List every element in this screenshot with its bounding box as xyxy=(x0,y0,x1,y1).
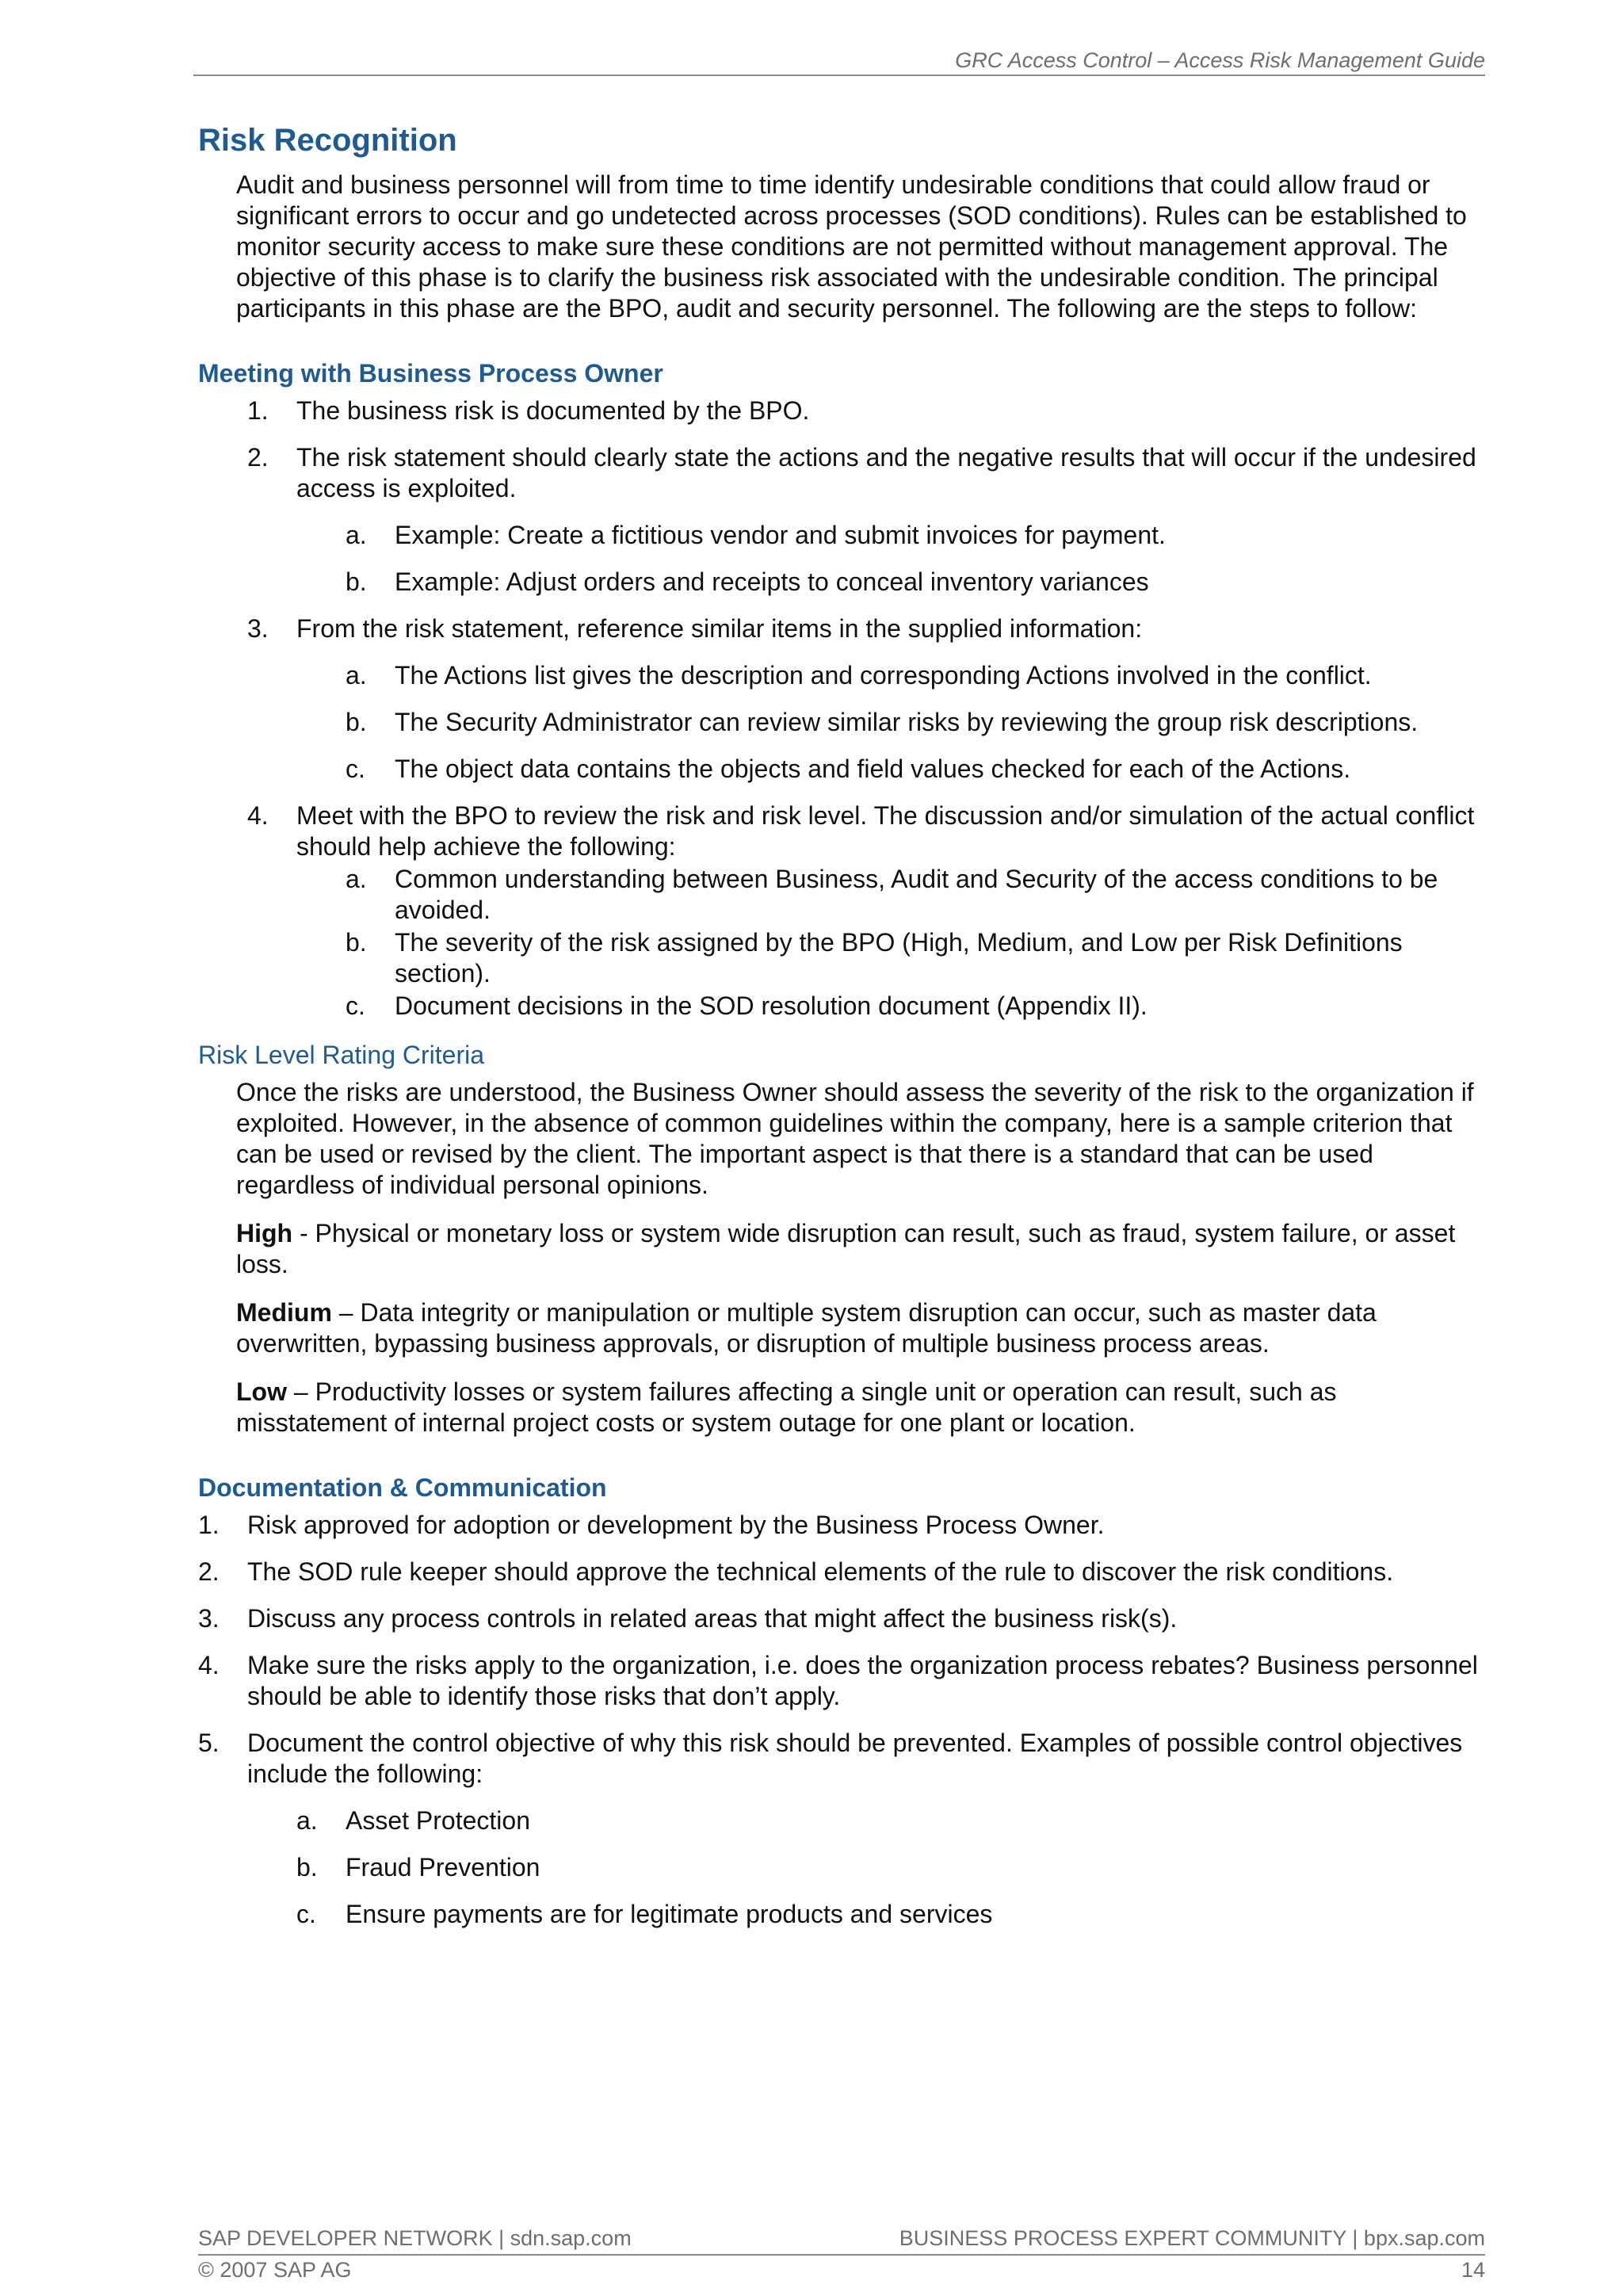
sub-list-item xyxy=(346,567,1490,598)
sub-list-item xyxy=(296,1899,1490,1930)
list-number: 4. xyxy=(198,1651,220,1679)
list-text: Example: Adjust orders and receipts to conceal inventory variances xyxy=(395,567,1149,596)
section-intro: Audit and business personnel will from time to time identify undesirable conditions that could allow fraud or significant errors to occur and go undetected across processes (SOD conditions). Rules can be established to monitor security access to make sure these conditions are not permitted without management approval. The objective of this phase is to clarify the business risk associated with the undesirable condition. The principal participants in this phase are the BPO, audit and security personnel. The following are the steps to follow: xyxy=(236,170,1467,323)
list-number: 1. xyxy=(247,396,269,425)
list-text: The object data contains the objects and field values checked for each of the Actions. xyxy=(395,755,1351,783)
list-number: 5. xyxy=(198,1729,220,1757)
sub-list-item xyxy=(346,991,1490,1022)
footer-left-text: SAP DEVELOPER NETWORK | sdn.sap.com xyxy=(198,2226,632,2250)
list-text: Make sure the risks apply to the organization, i.e. does the organization process rebates? Business personnel should be able to identify those risks that don’t apply. xyxy=(247,1651,1478,1710)
list-text: Example: Create a fictitious vendor and submit invoices for payment. xyxy=(395,521,1166,549)
rating-high-text: - Physical or monetary loss or system wide disruption can result, such as fraud, system failure, or asset loss. xyxy=(236,1219,1456,1278)
list-letter: b. xyxy=(346,928,367,957)
list-text: Asset Protection xyxy=(346,1806,530,1835)
list-letter: c. xyxy=(346,755,365,783)
list-item xyxy=(198,1650,1490,1712)
sub-list-item xyxy=(296,1852,1490,1883)
list-text: Meet with the BPO to review the risk and risk level. The discussion and/or simulation of the actual conflict should help achieve the following: xyxy=(296,801,1475,861)
list-text: The SOD rule keeper should approve the technical elements of the rule to discover the risk conditions. xyxy=(247,1557,1394,1586)
list-item xyxy=(247,395,1490,426)
list-number: 2. xyxy=(247,443,269,472)
section-title: Risk Recognition xyxy=(198,123,457,158)
sub-list-item xyxy=(296,1805,1490,1836)
spacer xyxy=(198,342,1490,356)
sub-list-item xyxy=(346,660,1490,691)
list-letter: b. xyxy=(346,708,367,736)
list-letter: b. xyxy=(346,567,367,596)
rating-intro: Once the risks are understood, the Business Owner should assess the severity of the risk to the organization if exploited. However, in the absence of common guidelines within the company, here is a sample criterion that can be used or revised by the client. The important aspect is that there is a standard that can be used regardless of individual personal opinions. xyxy=(236,1078,1474,1199)
sub-list-item xyxy=(346,520,1490,551)
list-letter: a. xyxy=(346,661,367,690)
rating-low-text: – Productivity losses or system failures affecting a single unit or operation can result, such as misstatement of internal project costs or system outage for one plant or location. xyxy=(236,1377,1337,1437)
footer-top-row xyxy=(198,2224,1485,2252)
list-text: Document decisions in the SOD resolution document (Appendix II). xyxy=(395,991,1148,1020)
list-number: 2. xyxy=(198,1557,220,1586)
list-letter: b. xyxy=(296,1853,318,1881)
rating-high xyxy=(236,1218,1490,1280)
list-letter: c. xyxy=(296,1900,316,1928)
running-header: GRC Access Control – Access Risk Management Guide xyxy=(193,46,1485,76)
list-text: Document the control objective of why this risk should be prevented. Examples of possible control objectives include the following: xyxy=(247,1729,1463,1788)
rating-high-label: High xyxy=(236,1219,293,1247)
rating-medium xyxy=(236,1297,1490,1359)
list-item xyxy=(198,1510,1490,1541)
list-text: Discuss any process controls in related areas that might affect the business risk(s). xyxy=(247,1604,1178,1633)
sub-list-item xyxy=(346,754,1490,785)
list-text: The Security Administrator can review similar risks by reviewing the group risk descriptions. xyxy=(395,708,1419,736)
footer-right-text: BUSINESS PROCESS EXPERT COMMUNITY | bpx.sap.com xyxy=(899,2226,1485,2250)
list-item xyxy=(198,1603,1490,1634)
footer-bottom-row xyxy=(198,2256,1485,2284)
list-text: From the risk statement, reference similar items in the supplied information: xyxy=(296,614,1143,643)
subsection-title-meeting: Meeting with Business Process Owner xyxy=(198,359,663,388)
list-text: Risk approved for adoption or development by the Business Process Owner. xyxy=(247,1511,1105,1539)
sub-list-item xyxy=(346,927,1490,989)
list-item xyxy=(247,800,1490,862)
list-item xyxy=(198,1557,1490,1587)
list-number: 3. xyxy=(198,1604,220,1633)
rating-medium-label: Medium xyxy=(236,1298,332,1327)
subsection-title-documentation: Documentation & Communication xyxy=(198,1473,607,1502)
list-text: The Actions list gives the description and corresponding Actions involved in the conflict. xyxy=(395,661,1372,690)
list-letter: a. xyxy=(296,1806,318,1835)
subsection-title-rating: Risk Level Rating Criteria xyxy=(198,1041,485,1069)
list-letter: a. xyxy=(346,865,367,893)
list-letter: a. xyxy=(346,521,367,549)
rating-low-label: Low xyxy=(236,1377,287,1406)
list-number: 4. xyxy=(247,801,269,830)
footer-copyright: © 2007 SAP AG xyxy=(198,2258,352,2282)
running-footer xyxy=(198,2224,1485,2284)
list-text: The severity of the risk assigned by the BPO (High, Medium, and Low per Risk Definitions section). xyxy=(395,928,1403,988)
list-text: The business risk is documented by the BPO. xyxy=(296,396,810,425)
list-number: 3. xyxy=(247,614,269,643)
list-text: The risk statement should clearly state the actions and the negative results that will occur if the undesired access is exploited. xyxy=(296,443,1476,502)
rating-medium-text: – Data integrity or manipulation or multiple system disruption can occur, such as master data overwritten, bypassing business approvals, or disruption of multiple business process areas. xyxy=(236,1298,1377,1358)
list-text: Fraud Prevention xyxy=(346,1853,540,1881)
list-item xyxy=(198,1728,1490,1790)
list-item xyxy=(247,613,1490,644)
page-content xyxy=(198,120,1490,1946)
list-item xyxy=(247,442,1490,504)
list-text: Ensure payments are for legitimate products and services xyxy=(346,1900,993,1928)
page-number: 14 xyxy=(1461,2258,1485,2282)
rating-low xyxy=(236,1377,1490,1438)
spacer xyxy=(198,1456,1490,1470)
sub-list-item xyxy=(346,707,1490,738)
list-number: 1. xyxy=(198,1511,220,1539)
sub-list-item xyxy=(346,864,1490,926)
list-letter: c. xyxy=(346,991,365,1020)
list-text: Common understanding between Business, Audit and Security of the access conditions to be avoided. xyxy=(395,865,1438,924)
